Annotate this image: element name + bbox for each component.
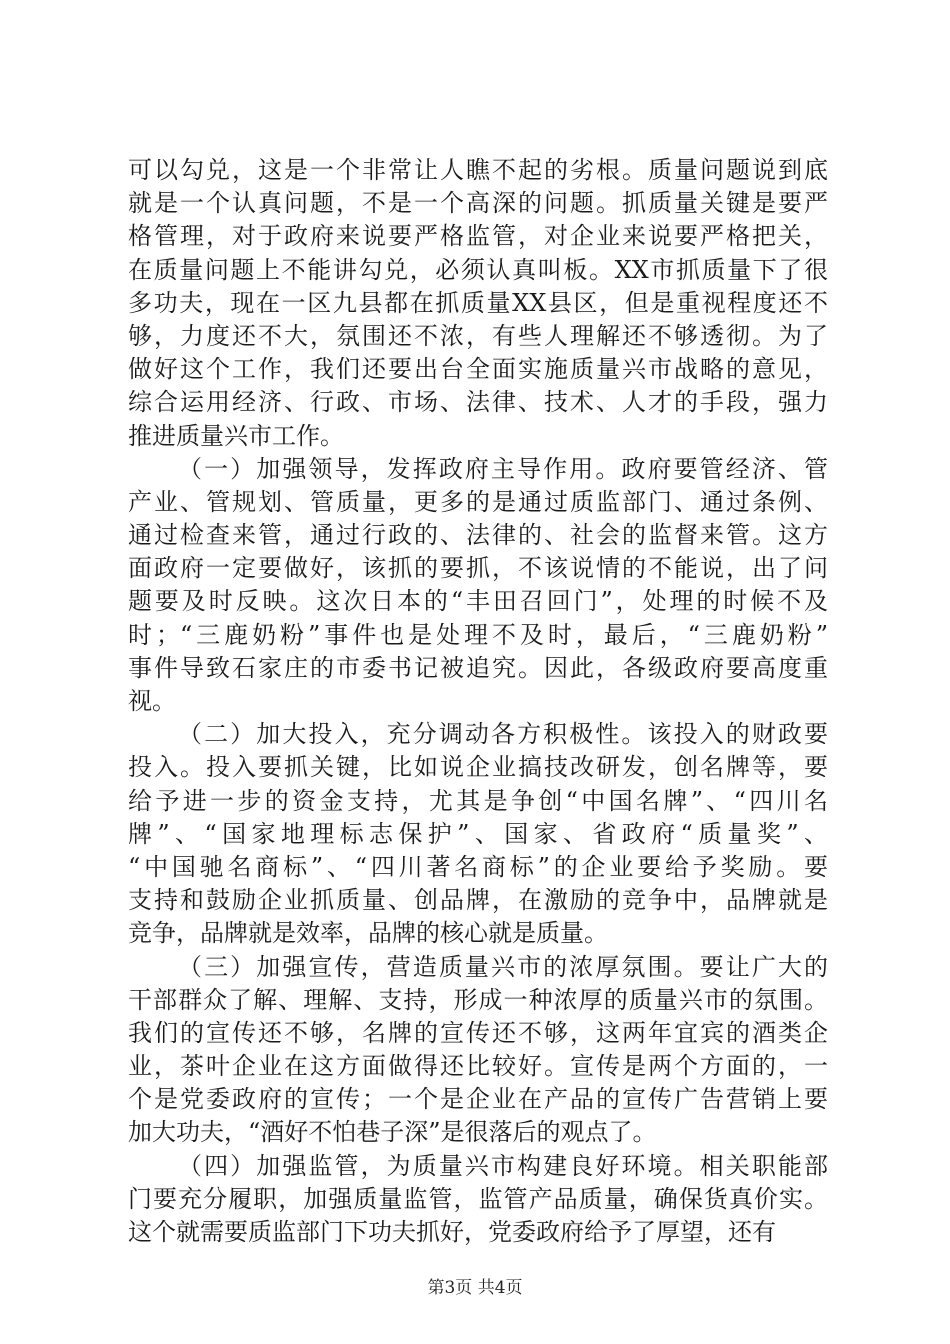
text-line: 多功夫，现在一区九县都在抓质量XX县区，但是重视程度还不 (128, 288, 828, 317)
text-line: 个是党委政府的宣传；一个是企业在产品的宣传广告营销上要 (128, 1085, 828, 1114)
text-line: （二）加大投入，充分调动各方积极性。该投入的财政要 (178, 720, 828, 749)
text-line: 我们的宣传还不够，名牌的宣传还不够，这两年宜宾的酒类企 (128, 1018, 828, 1047)
text-line: 投入。投入要抓关键，比如说企业搞技改研发，创名牌等，要 (128, 753, 828, 782)
paragraph (128, 1150, 828, 1250)
body-text (128, 154, 828, 1249)
text-line: 面政府一定要做好，该抓的要抓，不该说情的不能说，出了问 (128, 554, 828, 583)
text-line: 加大功夫，“酒好不怕巷子深”是很落后的观点了。 (128, 1118, 657, 1147)
text-line: 时；“三鹿奶粉”事件也是处理不及时，最后，“三鹿奶粉” (128, 620, 828, 649)
text-line: 事件导致石家庄的市委书记被追究。因此，各级政府要高度重 (128, 653, 828, 682)
text-line: 门要充分履职，加强质量监管，监管产品质量，确保货真价实。 (128, 1184, 828, 1213)
text-line: 视。 (128, 687, 176, 715)
paragraph (128, 951, 828, 1150)
text-line: 推进质量兴市工作。 (128, 421, 344, 450)
paragraph (128, 718, 828, 950)
text-line: “中国驰名商标”、“四川著名商标”的企业要给予奖励。要 (128, 852, 828, 881)
paragraph (128, 154, 828, 453)
text-line: （四）加强监管，为质量兴市构建良好环境。相关职能部 (178, 1151, 828, 1180)
page-footer: 第3页 共4页 (427, 1278, 523, 1298)
text-line: 竞争，品牌就是效率，品牌的核心就是质量。 (128, 919, 608, 948)
text-line: 在质量问题上不能讲勾兑，必须认真叫板。XX市抓质量下了很 (128, 255, 828, 284)
text-line: 题要及时反映。这次日本的“丰田召回门”，处理的时候不及 (128, 587, 828, 616)
text-line: （三）加强宣传，营造质量兴市的浓厚氛围。要让广大的 (178, 952, 828, 981)
text-line: 支持和鼓励企业抓质量、创品牌，在激励的竞争中，品牌就是 (128, 886, 828, 915)
text-line: 格管理，对于政府来说要严格监管，对企业来说要严格把关， (128, 222, 828, 251)
text-line: 可以勾兑，这是一个非常让人瞧不起的劣根。质量问题说到底 (128, 156, 828, 184)
text-line: 给予进一步的资金支持，尤其是争创“中国名牌”、“四川名 (128, 786, 828, 815)
paragraph (128, 453, 828, 719)
text-line: 通过检查来管，通过行政的、法律的、社会的监督来管。这方 (128, 521, 828, 550)
text-line: 就是一个认真问题，不是一个高深的问题。抓质量关键是要严 (128, 189, 828, 218)
text-line: 这个就需要质监部门下功夫抓好，党委政府给予了厚望，还有 (128, 1218, 776, 1246)
text-line: 业，茶叶企业在这方面做得还比较好。宣传是两个方面的，一 (128, 1052, 828, 1081)
text-line: 干部群众了解、理解、支持，形成一种浓厚的质量兴市的氛围。 (128, 985, 828, 1014)
text-line: 牌”、“国家地理标志保护”、国家、省政府“质量奖”、 (128, 819, 828, 848)
text-line: （一）加强领导，发挥政府主导作用。政府要管经济、管 (178, 454, 828, 483)
text-line: 产业、管规划、管质量，更多的是通过质监部门、通过条例、 (128, 487, 828, 516)
text-line: 做好这个工作，我们还要出台全面实施质量兴市战略的意见， (128, 355, 828, 384)
text-line: 够，力度还不大，氛围还不浓，有些人理解还不够透彻。为了 (128, 321, 828, 350)
text-line: 综合运用经济、行政、市场、法律、技术、人才的手段，强力 (128, 388, 828, 417)
